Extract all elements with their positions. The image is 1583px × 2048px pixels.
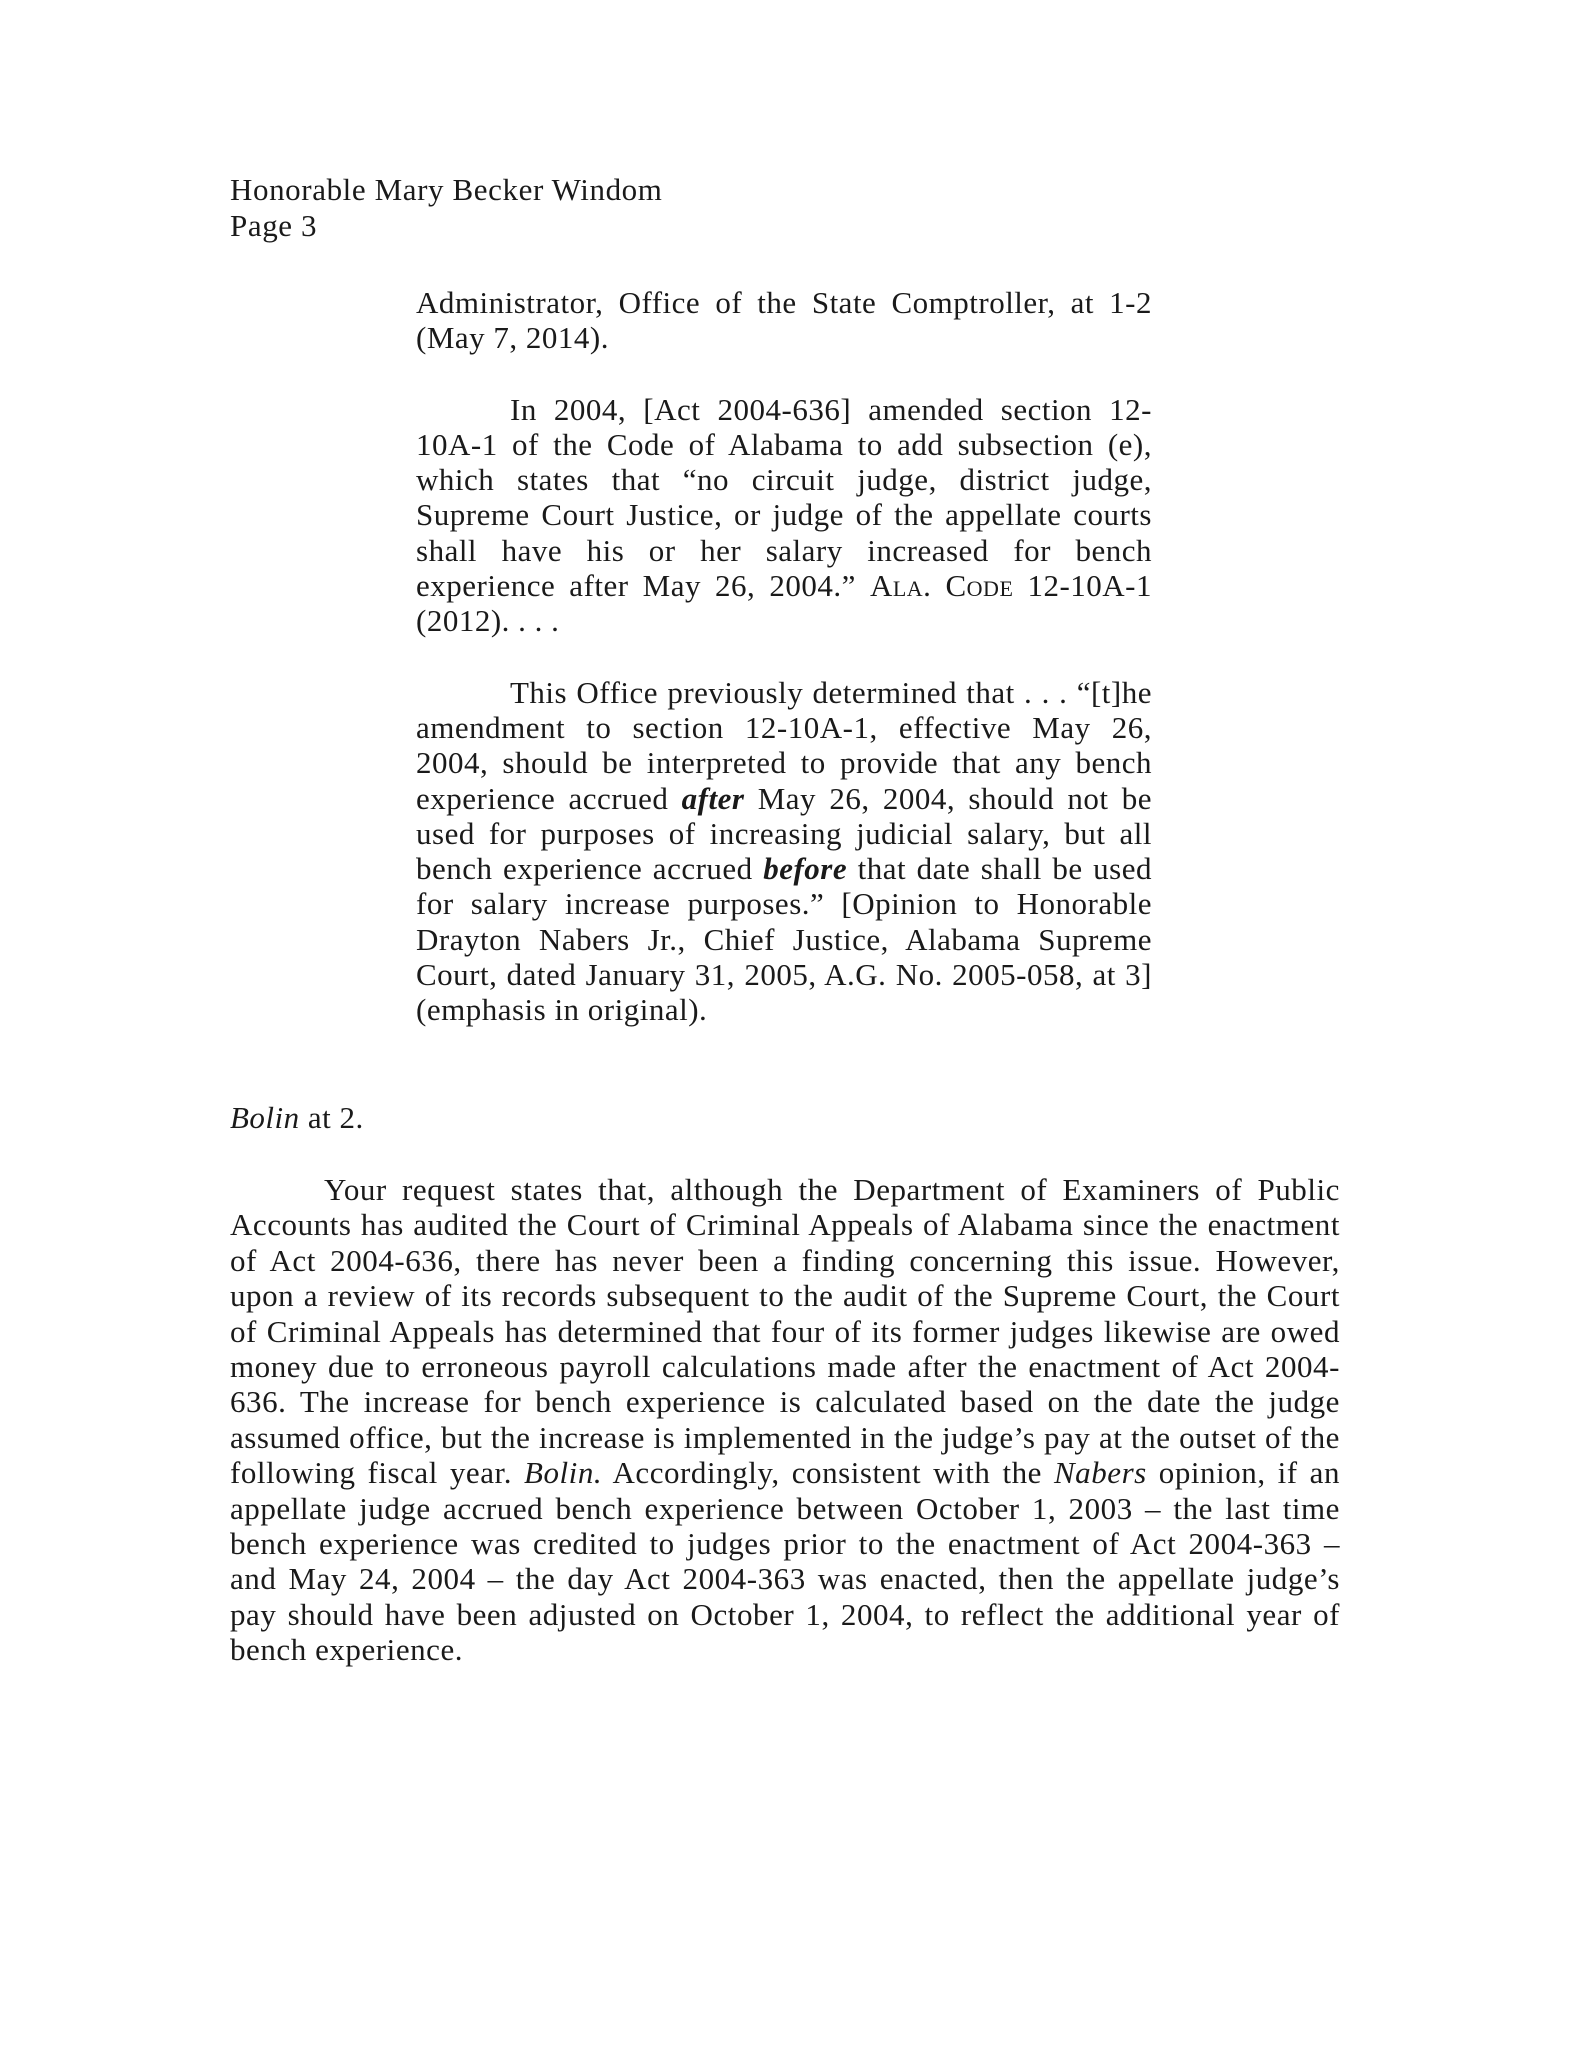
body-case-nabers: Nabers bbox=[1053, 1455, 1147, 1491]
block-quote bbox=[416, 285, 1152, 1064]
addressee-line: Honorable Mary Becker Windom bbox=[230, 172, 663, 207]
body-case-bolin: Bolin. bbox=[523, 1455, 603, 1491]
quote-text-3a: This Office previously determined that . . . “[t]he amendment to section 12-10A-1, effective May 26, 2004, should be interpreted to provide that any bench experience accrued bbox=[416, 674, 1152, 816]
quote-text-2b: 12-10A-1 (2012). . . . bbox=[416, 568, 1152, 639]
quote-paragraph-3 bbox=[416, 675, 1152, 1028]
quote-paragraph-1 bbox=[416, 285, 1152, 356]
emphasis-after: after bbox=[681, 780, 745, 816]
citation-line bbox=[230, 1100, 364, 1136]
quote-paragraph-2 bbox=[416, 392, 1152, 639]
citation-pinpoint: at 2. bbox=[299, 1100, 364, 1135]
quote-text-1: Administrator, Office of the State Comptroller, at 1-2 (May 7, 2014). bbox=[416, 285, 1152, 356]
body-text-a: Your request states that, although the Department of Examiners of Public Accounts has audited the Court of Criminal Appeals of Alabama since the enactment of Act 2004-636, there has never been a finding concerning this issue. However, upon a review of its records subsequent to the audit of the Supreme Court, the Court of Criminal Appeals has determined that four of its former judges likewise are owed money due to erroneous payroll calculations made after the enactment of Act 2004-636. The increase for bench experience is calculated based on the date the judge assumed office, but the increase is implemented in the judge’s pay at the outset of the following fiscal year. bbox=[230, 1172, 1340, 1491]
quote-text-3c: that date shall be used for salary increase purposes.” [Opinion to Honorable Drayton Nabers Jr., Chief Justice, Alabama Supreme Court, dated January 31, 2005, A.G. No. 2005-058, at 3] (emphasis in original). bbox=[416, 851, 1152, 1028]
body-text-b: Accordingly, consistent with the bbox=[602, 1455, 1054, 1491]
body-paragraph bbox=[230, 1172, 1340, 1668]
code-citation-smallcaps: Ala. Code bbox=[869, 568, 1014, 604]
emphasis-before: before bbox=[763, 851, 848, 887]
quote-text-2a: In 2004, [Act 2004-636] amended section 12-10A-1 of the Code of Alabama to add subsection (e), which states that “no circuit judge, district judge, Supreme Court Justice, or judge of the appellate courts shall have his or her salary increased for bench experience after May 26, 2004.” bbox=[416, 391, 1152, 604]
body-text-c: opinion, if an appellate judge accrued bench experience between October 1, 2003 – the last time bench experience was credited to judges prior to the enactment of Act 2004-363 – and May 24, 2004 – the day Act 2004-363 was enacted, then the appellate judge’s pay should have been adjusted on October 1, 2004, to reflect the additional year of bench experience. bbox=[230, 1455, 1340, 1668]
page-number: Page 3 bbox=[230, 208, 318, 243]
quote-text-3b: May 26, 2004, should not be used for purposes of increasing judicial salary, but all bench experience accrued bbox=[416, 780, 1153, 887]
letter-header bbox=[230, 172, 663, 244]
citation-case-name: Bolin bbox=[230, 1100, 300, 1135]
